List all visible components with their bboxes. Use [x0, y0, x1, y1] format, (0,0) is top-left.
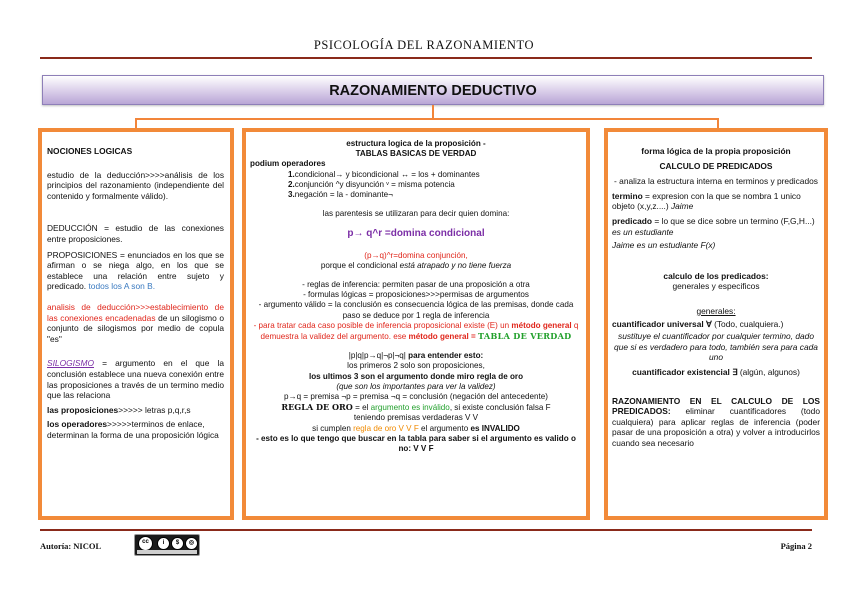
right-subtitle: CALCULO DE PREDICADOS: [659, 160, 773, 171]
middle-list-1: - reglas de inferencia: permiten pasar de una proposición a otra: [302, 280, 530, 290]
right-title: forma lógica de la propia proposición: [641, 146, 791, 156]
footer-divider: [40, 529, 812, 531]
middle-list-4: - para tratar cada caso posible de inferencia proposicional existe (E) un método general q demuestra la validez del argumento. ese método general = TABLA DE VERDAD: [253, 320, 579, 342]
middle-title-2: TABLAS BASICAS DE VERDAD: [355, 149, 477, 159]
middle-column-tablas-de-verdad: [242, 128, 590, 520]
middle-table-line-3: los ultimos 3 son el argumento donde miro regla de oro: [308, 371, 524, 381]
right-cuantificador-existencial: cuantificador existencial ∃ (algún, algunos): [632, 366, 800, 377]
middle-formula-conjuncion: (p→q)^r=domina conjunción,: [364, 250, 468, 260]
middle-table-line-2: los primeros 2 solo son proposiciones,: [347, 361, 485, 371]
left-column-nociones-logicas: [38, 128, 234, 520]
left-p3: PROPOSICIONES = enunciados en los que se afirman o se niega algo, en los que se establece una relación entre sujeto y predicado. todos los A son B.: [47, 249, 224, 292]
right-cu-note: sustituye el cuantificador por cualquier termino, dado que si es verdadero para todo, también sera para cada uno: [614, 331, 818, 363]
middle-si-cumplen: si cumplen regla de oro V V F el argumento es INVALIDO: [312, 423, 520, 433]
middle-regla-line-2: teniendo premisas verdaderas V V: [353, 413, 479, 423]
connector-vertical-center: [432, 105, 434, 119]
middle-podium: podium operadores: [250, 159, 326, 169]
middle-op3: 3.negación = la - dominante¬: [288, 190, 393, 200]
right-generales: generales:: [696, 305, 736, 316]
right-calc-sub: generales y especificos: [672, 281, 760, 292]
middle-regla-de-oro: REGLA DE ORO = el argumento es inválido, si existe conclusión falsa F: [281, 402, 551, 413]
forall-symbol: ∀: [706, 318, 712, 329]
middle-table-header: |p|q|p→q|¬p|¬q| para entender esto:: [348, 351, 484, 361]
middle-formula-note: porque el condicional está atrapado y no tiene fuerza: [320, 260, 512, 270]
left-p7: los operadores>>>>>terminos de enlace, determinan la forma de una proposición lógica: [47, 419, 219, 440]
right-razonamiento: RAZONAMIENTO EN EL CALCULO DE LOS PREDICADOS: eliminar cuantificadores (todo cualquiera) para aplicar reglas de inferencia (poder pasar de una proposición a otra) y volver a introducirlos cuando sea necesario: [612, 395, 820, 448]
right-column-calculo-predicados: [604, 128, 828, 520]
right-termino: termino = expresion con la que se nombra 1 unico objeto (x,y,z....) Jaime: [612, 190, 801, 212]
left-heading: NOCIONES LOGICAS: [47, 146, 133, 156]
footer-page-number: Página 2: [780, 541, 812, 551]
creative-commons-by-nc-sa-icon: cc i $ ◎: [134, 534, 200, 556]
middle-parentesis: las parentesis se utilizaran para decir quien domina:: [322, 209, 510, 219]
right-example: Jaime es un estudiante F(x): [612, 240, 716, 251]
left-p4: analisis de deducción>>>establecimiento de las conexiones encadenadas de un silogismo o conjunto de silogismos por medio de copula "es": [47, 301, 224, 344]
middle-formula-condicional: p→ q^r =domina condicional: [347, 228, 485, 240]
right-cuantificador-universal: cuantificador universal ∀ (Todo, cualquiera.): [612, 318, 784, 329]
connector-right-drop: [717, 118, 719, 128]
right-predicado: predicado = lo que se dice sobre un termino (F,G,H...) es un estudiante: [612, 215, 815, 237]
right-analiza: - analiza la estructura interna en terminos y predicados: [614, 176, 818, 187]
header-divider: [40, 57, 812, 59]
right-calc-title: calculo de los predicados:: [663, 270, 769, 281]
middle-last: - esto es lo que tengo que buscar en la tabla para saber si el argumento es valido o no: V V F: [256, 433, 576, 454]
middle-list-3: - argumento válido = la conclusión es consecuencia lógica de las premisas, donde cada paso se deduce por 1 regla de inferencia: [258, 300, 574, 320]
connector-left-drop: [135, 118, 137, 128]
left-p5: SILOGISMO = argumento en el que la conclusión establece una nueva conexión entre las proposiciones a través de un termino medio que las relaciona: [47, 358, 225, 401]
left-p6: las proposiciones>>>>> letras p,q,r,s: [47, 404, 191, 415]
middle-table-line-4: (que son los importantes para ver la validez): [336, 381, 496, 391]
footer-author: Autoría: NICOL: [40, 541, 102, 551]
connector-horizontal: [135, 118, 719, 120]
middle-op1: 1.condicional→ y bicondicional ↔ = los + dominantes: [288, 169, 480, 179]
exists-symbol: ∃: [732, 366, 738, 377]
section-banner: RAZONAMIENTO DEDUCTIVO: [42, 75, 824, 105]
page-header-title: PSICOLOGÍA DEL RAZONAMIENTO: [313, 38, 535, 52]
middle-list-2: - formulas lógicas = proposiciones>>>permisas de argumentos: [303, 290, 529, 300]
left-p2: DEDUCCIÓN = estudio de las conexiones entre proposiciones.: [47, 223, 224, 244]
middle-title-1: estructura logica de la proposición -: [346, 139, 486, 148]
middle-table-line-5: p→q = premisa ¬p = premisa ¬q = conclusión (negación del antecedente): [284, 392, 548, 402]
left-p1: estudio de la deducción>>>>análisis de los principios del razonamiento (independiente del contenido y formalmente válido).: [47, 169, 224, 201]
middle-op2: 2.conjunción ^y disyunción ᵛ = misma potencia: [288, 179, 455, 189]
